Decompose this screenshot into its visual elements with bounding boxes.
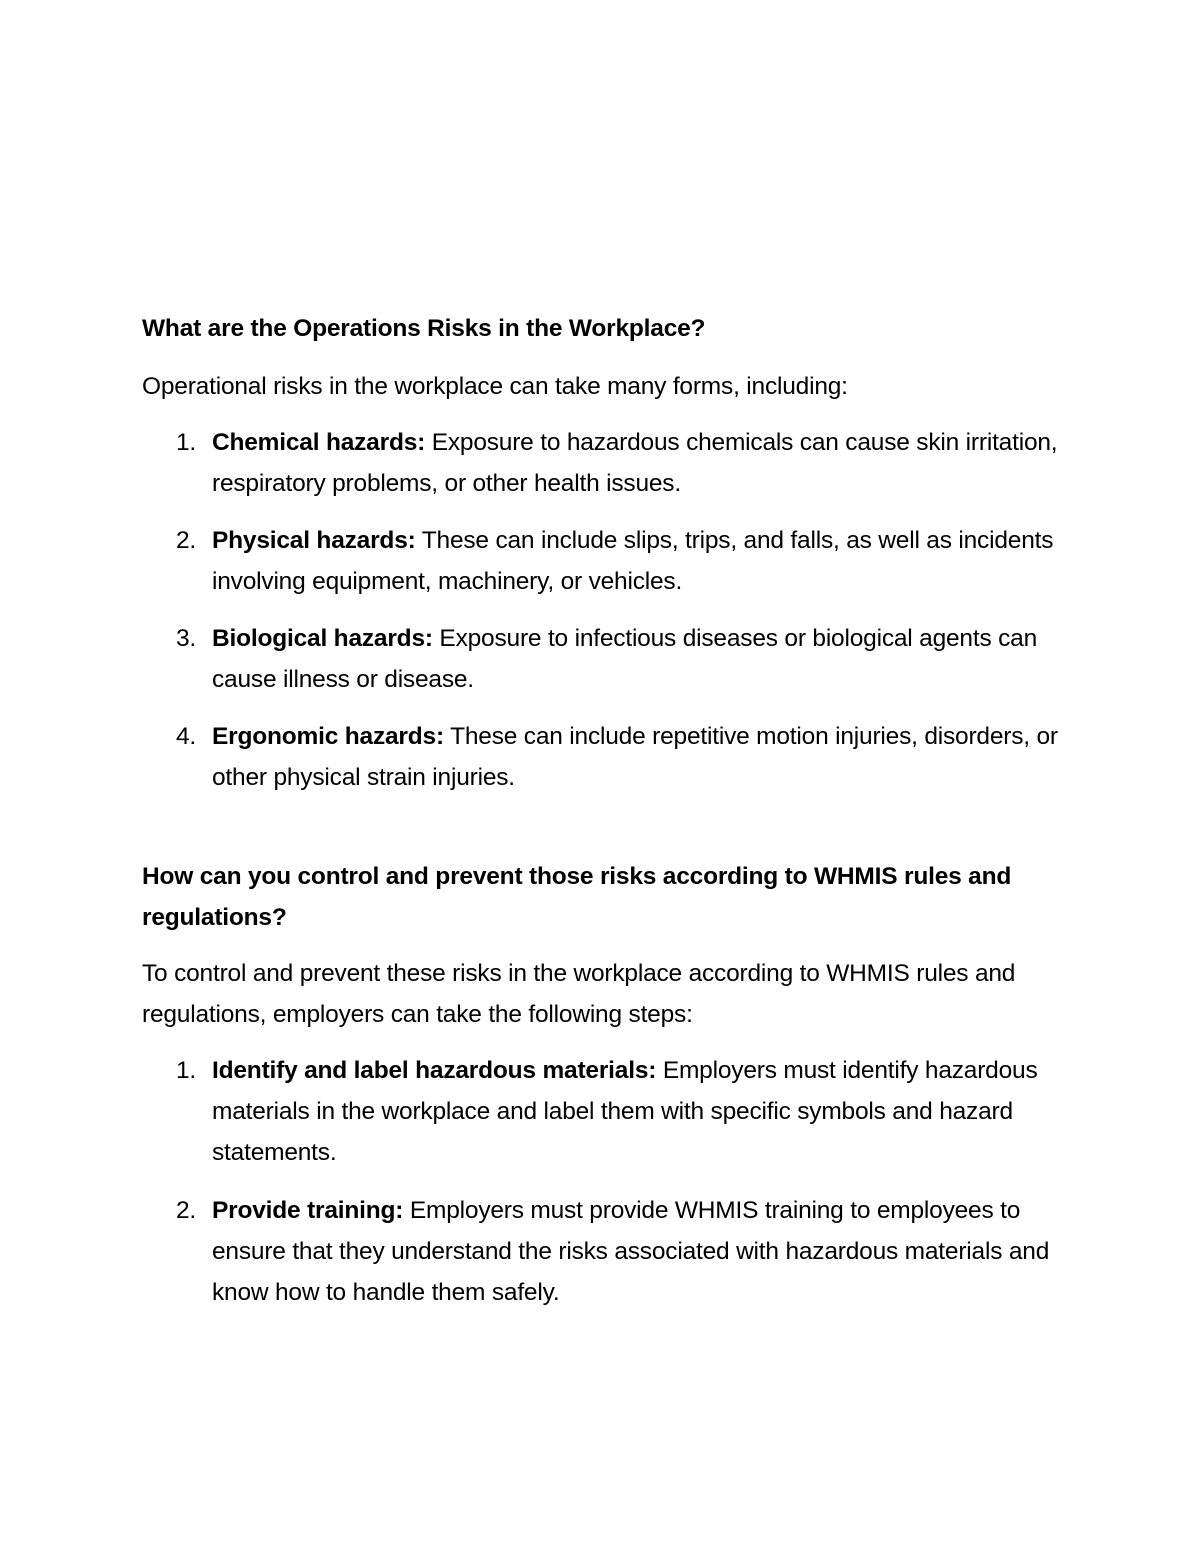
document-page	[142, 308, 1072, 1313]
list-text: Employers must identify hazardous materials in the workplace and label them with specific symbols and hazard statements.	[212, 1057, 1038, 1166]
list-term: Biological hazards:	[212, 625, 433, 652]
list-item	[142, 618, 1072, 700]
section-heading-control-prevent: How can you control and prevent those risks according to WHMIS rules and regulations?	[142, 863, 1012, 931]
risk-types-list	[142, 422, 1072, 798]
list-text: These can include slips, trips, and falls, as well as incidents involving equipment, machinery, or vehicles.	[212, 527, 1054, 595]
list-item	[142, 520, 1072, 602]
section-heading-operations-risks: What are the Operations Risks in the Workplace?	[142, 315, 706, 342]
list-text: Exposure to hazardous chemicals can cause skin irritation, respiratory problems, or other health issues.	[212, 429, 1058, 497]
list-number: 1.	[176, 1057, 197, 1084]
list-item	[142, 1050, 1072, 1173]
list-number: 4.	[176, 723, 197, 750]
section-intro-paragraph: To control and prevent these risks in the workplace according to WHMIS rules and regulations, employers can take the following steps:	[142, 960, 1016, 1028]
list-text: These can include repetitive motion injuries, disorders, or other physical strain injuries.	[212, 723, 1058, 791]
list-term: Ergonomic hazards:	[212, 723, 444, 750]
list-text: Employers must provide WHMIS training to employees to ensure that they understand the risks associated with hazardous materials and know how to handle them safely.	[212, 1197, 1050, 1306]
list-number: 3.	[176, 625, 197, 652]
list-item	[142, 716, 1072, 798]
list-term: Chemical hazards:	[212, 429, 426, 456]
list-term: Identify and label hazardous materials:	[212, 1057, 657, 1084]
list-number: 2.	[176, 1197, 197, 1224]
list-term: Provide training:	[212, 1197, 404, 1224]
control-steps-list	[142, 1050, 1072, 1313]
list-item	[142, 1190, 1072, 1313]
list-number: 1.	[176, 429, 197, 456]
list-term: Physical hazards:	[212, 527, 416, 554]
list-number: 2.	[176, 527, 197, 554]
list-text: Exposure to infectious diseases or biological agents can cause illness or disease.	[212, 625, 1038, 693]
list-item	[142, 422, 1072, 504]
section-intro-paragraph: Operational risks in the workplace can take many forms, including:	[142, 373, 848, 400]
